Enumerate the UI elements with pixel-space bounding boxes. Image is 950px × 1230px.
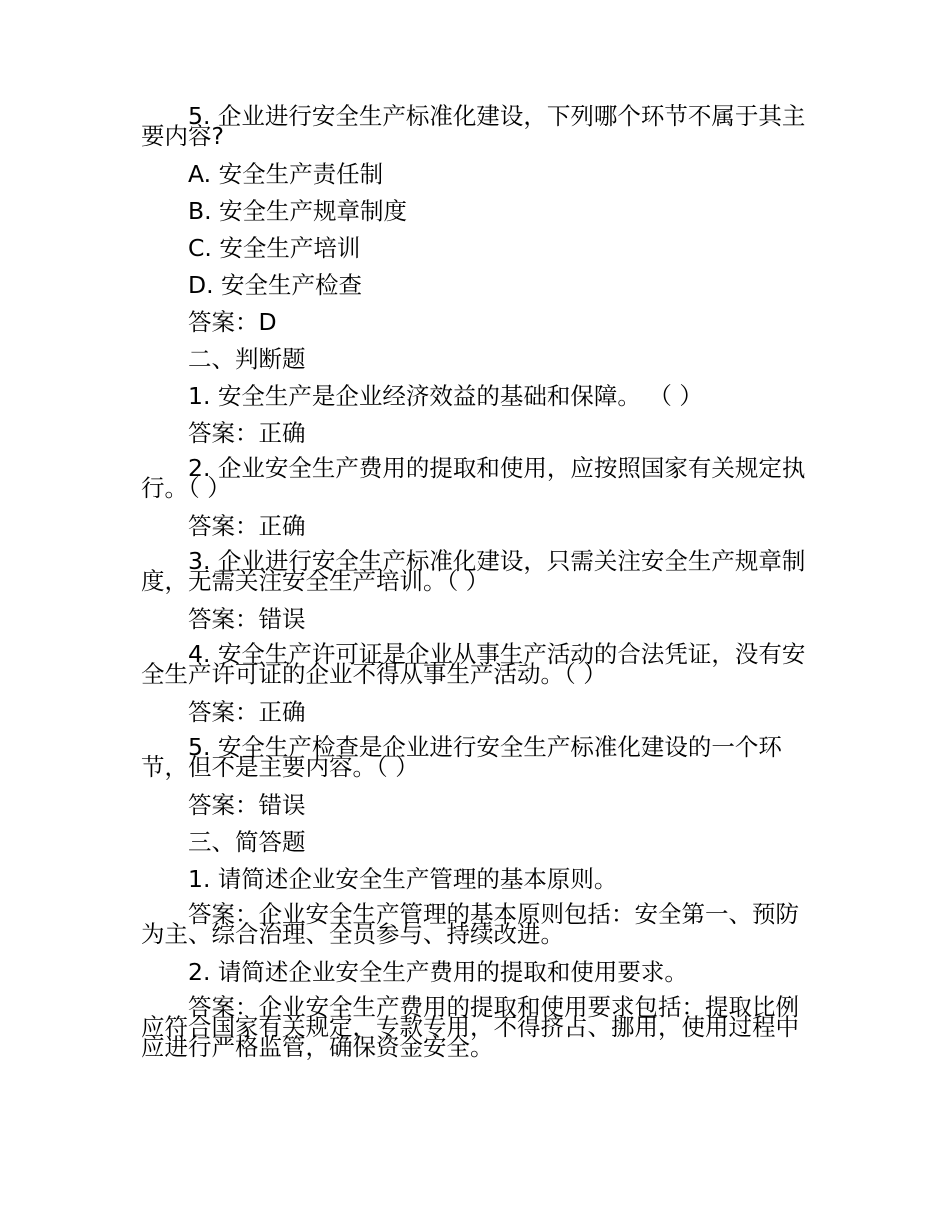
- option-paragraph: D. 安全生产检查: [188, 271, 363, 299]
- section-heading: 三、简答题: [188, 828, 306, 856]
- question-paragraph: 1. 请简述企业安全生产管理的基本原则。: [188, 865, 618, 893]
- answer-paragraph: 答案：企业安全生产费用的提取和使用要求包括：提取比例应符合国家有关规定，专款专用，不得挤占、挪用，使用过程中应进行严格监管，确保资金安全。: [141, 993, 799, 1061]
- answer-paragraph: 答案：正确: [188, 512, 306, 540]
- question-paragraph: 4. 安全生产许可证是企业从事生产活动的合法凭证，没有安全生产许可证的企业不得从事生产活动。（ ）: [141, 640, 806, 688]
- question-paragraph: 1. 安全生产是企业经济效益的基础和保障。 （ ）: [188, 382, 703, 410]
- question-paragraph: 3. 企业进行安全生产标准化建设，只需关注安全生产规章制度，无需关注安全生产培训。（ ）: [141, 547, 806, 595]
- question-paragraph: 5. 安全生产检查是企业进行安全生产标准化建设的一个环节，但不是主要内容。（ ）: [141, 733, 782, 781]
- option-paragraph: A. 安全生产责任制: [188, 160, 384, 188]
- question-paragraph: 5. 企业进行安全生产标准化建设，下列哪个环节不属于其主要内容?: [141, 102, 806, 150]
- question-paragraph: 2. 请简述企业安全生产费用的提取和使用要求。: [188, 958, 688, 986]
- answer-paragraph: 答案：正确: [188, 419, 306, 447]
- answer-paragraph: 答案：错误: [188, 605, 306, 633]
- document-body: [141, 102, 811, 1073]
- answer-paragraph: 答案：企业安全生产管理的基本原则包括：安全第一、预防为主、综合治理、全员参与、持续改进。: [141, 900, 799, 948]
- answer-paragraph: 答案：正确: [188, 698, 306, 726]
- option-paragraph: B. 安全生产规章制度: [188, 197, 408, 225]
- answer-paragraph: 答案：错误: [188, 791, 306, 819]
- answer-paragraph: 答案：D: [188, 308, 277, 336]
- option-paragraph: C. 安全生产培训: [188, 234, 361, 262]
- section-heading: 二、判断题: [188, 345, 306, 373]
- question-paragraph: 2. 企业安全生产费用的提取和使用，应按照国家有关规定执行。（ ）: [141, 454, 806, 502]
